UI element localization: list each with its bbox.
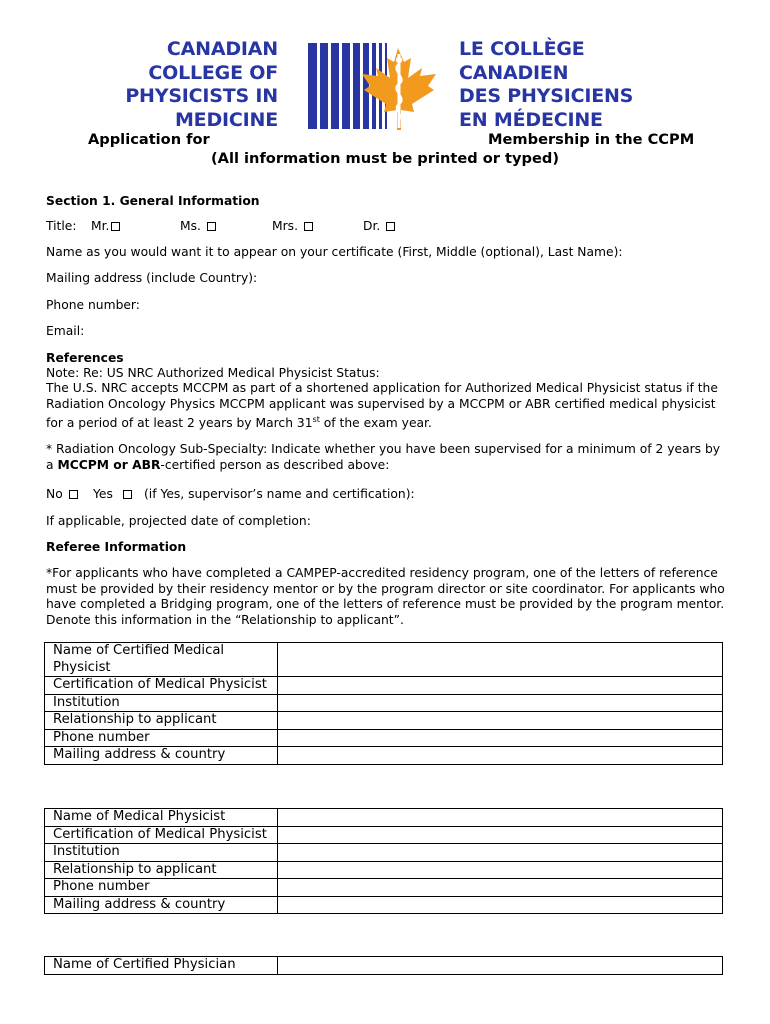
logo-french-line: CANADIEN <box>459 61 569 84</box>
row-input[interactable] <box>278 957 723 975</box>
title-option-label: Mr. <box>91 219 110 233</box>
referee-table-2 <box>44 808 723 914</box>
printed-notice: (All information must be printed or typed) <box>211 150 559 167</box>
logo-english-text <box>118 38 278 132</box>
subspecialty-text-end: -certified person as described above: <box>160 457 390 472</box>
row-input[interactable] <box>278 809 723 827</box>
row-label: Mailing address & country <box>45 747 278 765</box>
title-option-dr[interactable] <box>363 219 395 233</box>
row-input[interactable] <box>278 747 723 765</box>
if-yes-label: (if Yes, supervisor’s name and certification): <box>144 487 415 501</box>
application-for-label: Application for <box>88 131 210 148</box>
logo-english-line: PHYSICISTS IN <box>125 85 278 107</box>
row-input[interactable] <box>278 694 723 712</box>
row-label: Phone number <box>45 879 278 897</box>
row-input[interactable] <box>278 729 723 747</box>
row-input[interactable] <box>278 861 723 879</box>
row-input[interactable] <box>278 844 723 862</box>
section1-title: Section 1. General Information <box>46 194 260 208</box>
title-option-mr[interactable] <box>91 219 120 233</box>
row-input[interactable] <box>278 879 723 897</box>
logo-french-line: DES PHYSICIENS <box>459 85 634 107</box>
referee-note: *For applicants who have completed a CAMPEP-accredited residency program, one of the letters of reference must be provided by their residency mentor or by the program director or site coordinator. For applicants who have completed a Bridging program, one of the letters of reference must be provided by the program mentor. Denote this information in the “Relationship to applicant”. <box>46 566 725 627</box>
title-option-mrs[interactable] <box>272 219 313 233</box>
table-row <box>45 729 723 747</box>
row-label: Mailing address & country <box>45 896 278 914</box>
title-option-label: Mrs. <box>272 219 298 233</box>
membership-title: Membership in the CCPM <box>488 131 695 148</box>
subspecialty-bold: MCCPM or ABR <box>57 457 161 472</box>
table-row <box>45 694 723 712</box>
logo-french-text <box>459 38 659 132</box>
row-label: Certification of Medical Physicist <box>45 826 278 844</box>
nrc-paragraph-end: of the exam year. <box>319 416 432 431</box>
table-row <box>45 747 723 765</box>
table-row <box>45 957 723 975</box>
mailing-address-label: Mailing address (include Country): <box>46 271 258 285</box>
referee-table-3 <box>44 956 723 975</box>
yes-label: Yes <box>93 487 113 501</box>
nrc-paragraph <box>46 381 726 432</box>
table-row <box>45 844 723 862</box>
no-label: No <box>46 487 63 501</box>
table-row <box>45 712 723 730</box>
supervised-no-option[interactable] <box>46 487 78 501</box>
logo-french-line: EN MÉDECINE <box>459 108 603 131</box>
title-option-label: Dr. <box>363 219 381 233</box>
row-label: Name of Medical Physicist <box>45 809 278 827</box>
row-input[interactable] <box>278 712 723 730</box>
row-label: Certification of Medical Physicist <box>45 677 278 695</box>
checkbox-icon[interactable] <box>123 490 132 499</box>
checkbox-icon[interactable] <box>386 222 395 231</box>
title-label: Title: <box>46 219 77 233</box>
table-row <box>45 879 723 897</box>
table-row <box>45 861 723 879</box>
name-label: Name as you would want it to appear on your certificate (First, Middle (optional), Last Name): <box>46 245 623 259</box>
referee-heading: Referee Information <box>46 540 187 554</box>
row-input[interactable] <box>278 896 723 914</box>
row-label: Phone number <box>45 729 278 747</box>
checkbox-icon[interactable] <box>111 222 120 231</box>
supervised-yes-option[interactable] <box>93 487 132 501</box>
table-row <box>45 677 723 695</box>
table-row <box>45 896 723 914</box>
logo-english-line: CANADIAN <box>166 38 278 60</box>
row-input[interactable] <box>278 677 723 695</box>
table-row <box>45 643 723 677</box>
projected-date-label: If applicable, projected date of completion: <box>46 514 311 528</box>
references-heading: References <box>46 351 124 365</box>
row-label: Institution <box>45 694 278 712</box>
row-label: Name of Certified Physician <box>45 957 278 975</box>
subspecialty-text: * Radiation Oncology Sub-Specialty: Indicate whether you have been supervised for a minimum of 2 years by a <box>46 442 721 472</box>
referee-table-1 <box>44 642 723 765</box>
logo-english-line: COLLEGE OF <box>148 61 278 84</box>
checkbox-icon[interactable] <box>207 222 216 231</box>
subspecialty-paragraph <box>46 442 726 473</box>
ccpm-logo-emblem-icon <box>306 40 440 132</box>
row-input[interactable] <box>278 643 723 677</box>
email-label: Email: <box>46 324 85 338</box>
title-option-label: Ms. <box>180 219 201 233</box>
nrc-paragraph-text: The U.S. NRC accepts MCCPM as part of a shortened application for Authorized Medical Physicist status if the Radiation Oncology Physics MCCPM applicant was supervised by a MCCPM or ABR certified medical physicist for a period of at least 2 years by March 31 <box>46 381 718 431</box>
row-label: Institution <box>45 844 278 862</box>
row-input[interactable] <box>278 826 723 844</box>
logo-french-line: LE COLLÈGE <box>459 38 585 60</box>
row-label: Relationship to applicant <box>45 712 278 730</box>
logo-english-line: MEDICINE <box>174 108 278 131</box>
checkbox-icon[interactable] <box>69 490 78 499</box>
table-row <box>45 809 723 827</box>
nrc-note: Note: Re: US NRC Authorized Medical Physicist Status: <box>46 366 380 380</box>
title-option-ms[interactable] <box>180 219 216 233</box>
row-label: Name of Certified Medical Physicist <box>45 643 278 677</box>
table-row <box>45 826 723 844</box>
row-label: Relationship to applicant <box>45 861 278 879</box>
checkbox-icon[interactable] <box>304 222 313 231</box>
phone-label: Phone number: <box>46 298 140 312</box>
ordinal-suffix: st <box>312 415 320 424</box>
